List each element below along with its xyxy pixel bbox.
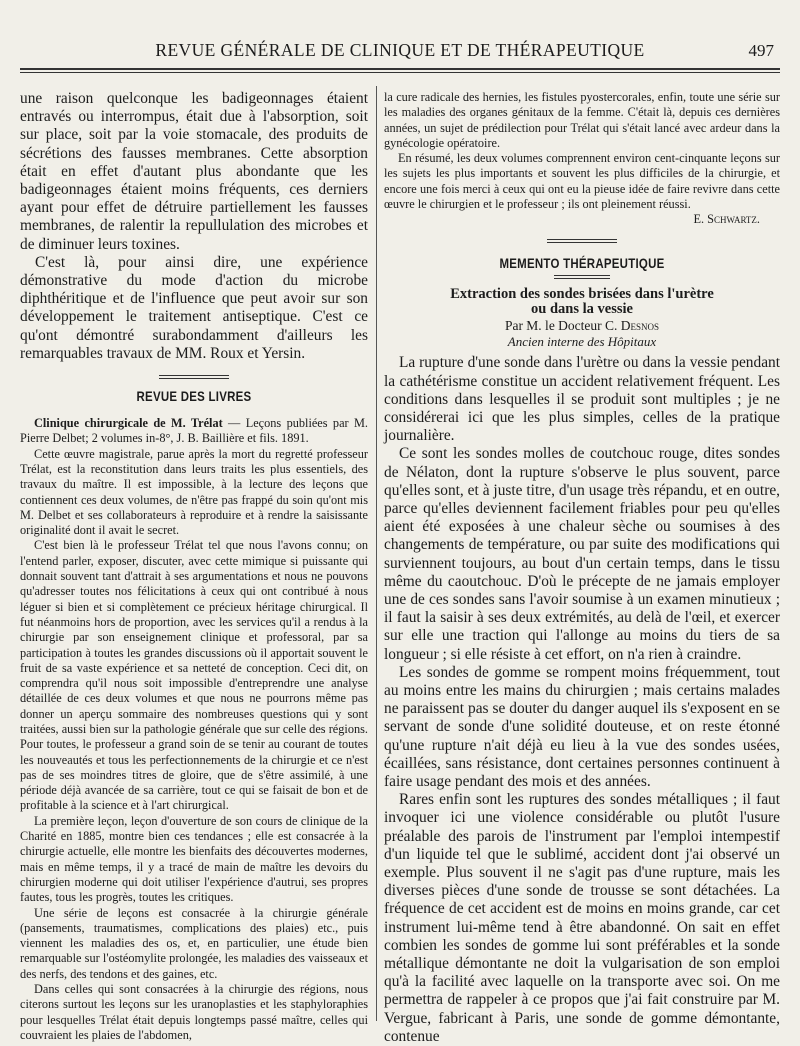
book-reference — [20, 416, 368, 447]
review-paragraph: C'est bien là le professeur Trélat tel que nous l'avons connu; on l'entend parler, exposer, discuter, avec cette mimique si puissante qui donnait souvent tant d'attrait à ses argumentations et nous ne pouvons qu'adresser toutes nos félicitations à ceux qui ont contribué à nous léguer si bien et si complètement ce précieux héritage chirurgical. Il fut néanmoins hors de proportion, avec les services qu'il a rendus à la chirurgie par son enseignement clinique et professoral, par sa participation à toutes les grandes discussions où il apportait souvent le fruit de sa vaste expérience et sa netteté de conception. Ceci dit, on comprendra qu'il nous soit impossible d'entreprendre une analyse détaillée de ces deux volumes et que nous ne pourrons même pas donner un aperçu sommaire des nombreuses questions qui y sont traitées, aussi bien sur la pathologie générale que sur celle des régions. Pour toutes, le professeur a grand soin de se tenir au courant de toutes les nouveautés et tous les perfectionnements de la chirurgie et ce n'est pas de ses moindres titres de gloire, que de s'être assimilé, à une période déjà avancée de sa carrière, tout ce qui se faisait de bon et de profitable à la science et à l'art chirurgical. — [20, 538, 368, 813]
byline-prefix: Par M. le Docteur — [504, 318, 606, 334]
review-signature: E. Schwartz. — [693, 212, 760, 227]
column-divider — [376, 86, 377, 1021]
journal-title: REVUE GÉNÉRALE DE CLINIQUE ET DE THÉRAPEUTIQUE — [155, 40, 645, 60]
right-column — [384, 90, 780, 1046]
left-column — [20, 90, 368, 1043]
article-title-line: ou dans la vessie — [531, 301, 633, 318]
review-paragraph: la cure radicale des hernies, les fistules pyostercorales, enfin, toute une série sur les maladies des organes génitaux de la femme. C'était là, depuis ces dernières années, un sujet de prédilection pour Trélat qui s'était lancé avec ardeur dans la gynécologie opératoire. — [384, 90, 780, 150]
review-paragraph: Une série de leçons est consacrée à la chirurgie générale (pansements, traumatismes, complications des plaies) etc., puis viennent les maladies des os, et, en particulier, une étude bien remarquable sur l'ostéomylite prolongée, les maladies des vaisseaux et des nerfs, des tendons et des gaines, etc. — [20, 905, 368, 981]
book-publication: — Leçons publiées par M. Pierre Delbet; 2 volumes in-8°, J. B. Baillière et fils. 1891. — [20, 416, 368, 446]
header-rule — [20, 68, 780, 73]
body-paragraph: Rares enfin sont les ruptures des sondes métalliques ; il faut invoquer ici une violence considérable ou plutôt l'usure préalable des parois de l'instrument par l'emploi intempestif d'un liquide tel que le sublimé, accident dont j'ai observé un exemple. Plus souvent il ne s'agit pas d'une rupture, mais les diverses pièces d'une sonde de trousse se sont détachées. La fréquence de cet accident est de moins en moins grande, car cet instrument lui-même tend à être abandonné. On sait en effet combien les sondes de gomme lui sont préférables et la sonde métallique démontante ne doit la vulgarisation de son emploi qu'à la facilité avec laquelle on la transporte avec soi. On me permettra de rappeler à ce propos que j'ai fait construire par M. Vergue, fabricant à Paris, une sonde de gomme démontante, contenue — [384, 791, 780, 1045]
body-paragraph: Ce sont les sondes molles de coutchouc rouge, dites sondes de Nélaton, dont la rupture s'observe le plus souvent, parce qu'elles sont, et à juste titre, d'un usage très répandu, et en outre, parce qu'elles deviennent facilement friables pour peu qu'elles aient été exposées à une chaleur sèche ou soumises à des changements de température, ou par suite des modifications qui surviennent toujours, au bout d'un certain temps, dans le tissu même du caoutchouc. D'où le précepte de ne jamais employer une de ces sondes sans l'avoir soumise à un examen minutieux ; il faut la saisir à ses deux extrémités, au delà de l'œil, et exercer sur elle une traction qui l'allonge au moins du tiers de sa longueur ; si elle résiste à cet effort, on n'a rien à craindre. — [384, 445, 780, 663]
body-paragraph: La rupture d'une sonde dans l'urètre ou dans la vessie pendant la cathétérisme constitue un accident relativement fréquent. Les conditions dans lesquelles il se produit sont multiples ; je ne considérerai ici que les plus simples, celles de la pratique journalière. — [384, 354, 780, 445]
review-paragraph: En résumé, les deux volumes comprennent environ cent-cinquante leçons sur les sujets les plus importants et souvent les plus difficiles de la chirurgie, et encore une fois merci à ceux qui ont eu la pieuse idée de faire revivre dans cette œuvre le chirurgien et le professeur ; ils ont pleinement réussi. — [384, 151, 780, 212]
review-paragraph: La première leçon, leçon d'ouverture de son cours de clinique de la Charité en 1885, montre bien ces tendances ; elle est consacrée à la chirurgie actuelle, elle montre les bienfaits des découvertes modernes, mais en même temps, il y a tracé de main de maître les devoirs du chirurgien moderne qui doit utiliser l'expérience d'autrui, ses propres fautes, tous les progrès, toutes les critiques. — [20, 813, 368, 905]
article-title — [384, 287, 780, 317]
section-title-memento: MEMENTO THÉRAPEUTIQUE — [499, 255, 665, 272]
body-paragraph: une raison quelconque les badigeonnages étaient entravés ou interrompus, était due à l'absorption, soit sur place, soit par la voie stomacale, des produits de sécrétions des fausses membranes. Cette absorption était en effet d'autant plus abondante que les badigeonnages étaient moins fréquents, ces derniers ayant pour effet de détruire partiellement les fausses membranes, de ralentir la repullulation des microbes et de diminuer leurs toxines. — [20, 90, 368, 253]
byline — [384, 317, 780, 334]
body-paragraph: C'est là, pour ainsi dire, une expérience démonstrative du mode d'action du microbe diphthéritique et de l'influence que peut avoir sur son développement le traitement antiseptique. C'est ce qu'ont démontré surabondamment d'ailleurs les remarquables travaux de MM. Roux et Yersin. — [20, 253, 368, 362]
body-paragraph: Les sondes de gomme se rompent moins fréquemment, tout au moins entre les mains du chirurgien ; mais certains malades ne paraissent pas se douter du danger auquel ils s'exposent en se servant de sonde d'une solidité douteuse, et on reste étonné qu'une rupture n'ait déjà eu lieu à la vue des sondes usées, écaillées, sans résistance, dont certaines personnes continuent à faire usage pendant des mois et des années. — [384, 663, 780, 791]
book-title: Clinique chirurgicale de M. Trélat — [34, 416, 223, 431]
page-number: 497 — [748, 41, 774, 60]
author-affiliation: Ancien interne des Hôpitaux — [507, 334, 657, 350]
review-paragraph: Dans celles qui sont consacrées à la chirurgie des régions, nous citerons surtout les leçons sur les uranoplasties et les staphyloraphies pour lesquelles Trélat était depuis longtemps passé maître, celles qui couvraient les plaies de l'abdomen, — [20, 982, 368, 1042]
running-header — [20, 36, 780, 68]
review-paragraph: Cette œuvre magistrale, parue après la mort du regretté professeur Trélat, est la reconstitution dans leurs traits les plus essentiels, des travaux du maître. Il est impossible, à la lecture des leçons que contiennent ces deux volumes, de n'être pas frappé du soin qu'ont mis M. Delbet et ses collaborateurs à reproduire et à rendre la saisissante originalité dont il avait le secret. — [20, 446, 368, 538]
article-title-line: Extraction des sondes brisées dans l'urètre — [450, 286, 714, 303]
author-name: C. Desnos — [605, 318, 660, 334]
section-title-reviews: REVUE DES LIVRES — [136, 388, 252, 405]
